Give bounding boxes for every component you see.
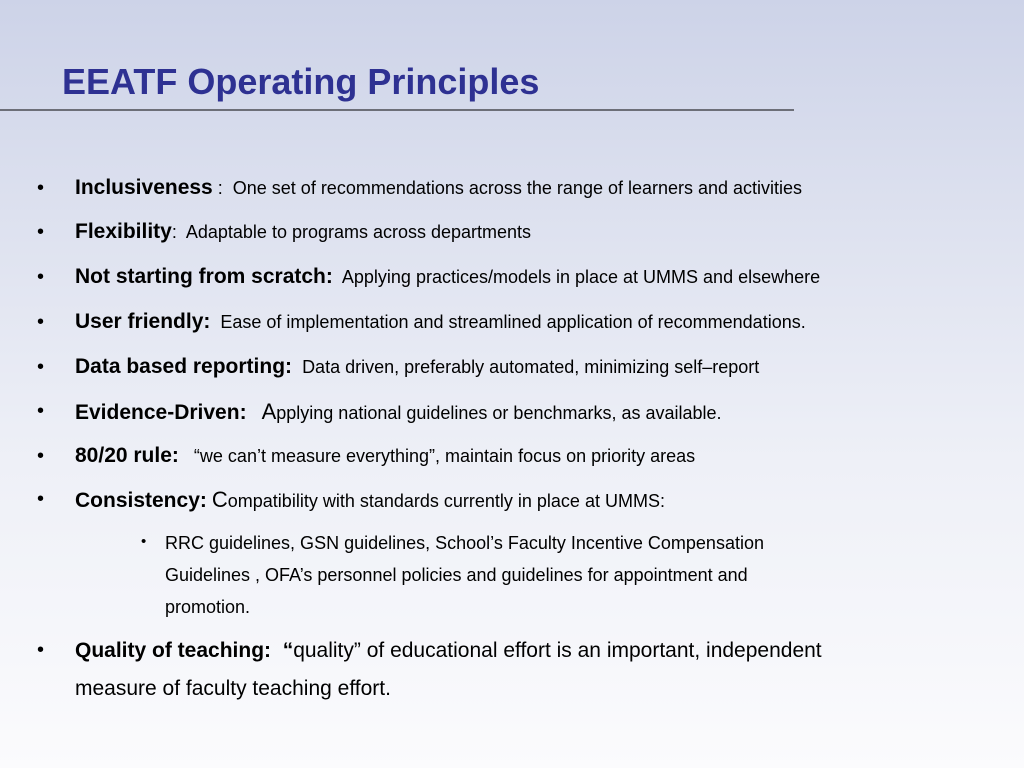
principle-description: Ease of implementation and streamlined application of recommendations.: [220, 312, 806, 332]
principle-description: One set of recommendations across the range of learners and activities: [232, 178, 803, 198]
principle-separator: [292, 357, 302, 377]
sub-bullet: •: [141, 533, 147, 550]
principle-term: Flexibility: [75, 220, 172, 243]
bullet: •: [37, 639, 45, 661]
bullet: •: [37, 488, 45, 510]
principle-separator: :: [171, 222, 186, 242]
principle-description-continued: measure of faculty teaching effort.: [75, 677, 391, 700]
bullet: •: [37, 400, 45, 422]
sub-item-line: promotion.: [165, 597, 251, 617]
principle-description: quality” of educational effort is an important, independent: [293, 639, 822, 662]
principle-term: Data based reporting:: [75, 355, 293, 378]
principle-separator: [210, 312, 220, 332]
principle-term: Inclusiveness: [75, 176, 213, 199]
opening-quote: “: [282, 639, 294, 662]
bullet: •: [37, 356, 45, 378]
principle-description: ompatibility with standards currently in place at UMMS:: [227, 491, 665, 511]
principle-term: Not starting from scratch:: [75, 265, 333, 288]
title-divider: [0, 109, 794, 111]
principle-initial-letter: A: [261, 399, 277, 424]
principle-description: “we can’t measure everything”, maintain focus on priority areas: [193, 446, 696, 466]
principle-term: Quality of teaching:: [75, 639, 272, 662]
bullet: •: [37, 311, 45, 333]
principle-term: Evidence-Driven:: [75, 401, 247, 424]
bullet: •: [37, 221, 45, 243]
principle-description: pplying national guidelines or benchmarks, as available.: [276, 403, 722, 423]
bullet: •: [37, 445, 45, 467]
principle-term: User friendly:: [75, 310, 211, 333]
principle-description: Adaptable to programs across departments: [185, 222, 532, 242]
principle-separator: [179, 446, 194, 466]
principle-description: Data driven, preferably automated, minimizing self–report: [302, 357, 760, 377]
principle-separator: [271, 639, 283, 662]
slide-title: EEATF Operating Principles: [62, 61, 540, 102]
principle-initial-letter: C: [211, 487, 228, 512]
bullet: •: [37, 266, 45, 288]
sub-item-line: Guidelines , OFA’s personnel policies and guidelines for appointment and: [165, 565, 748, 585]
principle-description: Applying practices/models in place at UMMS and elsewhere: [341, 267, 821, 287]
sub-item-line: RRC guidelines, GSN guidelines, School’s Faculty Incentive Compensation: [165, 533, 764, 553]
principle-separator: [247, 403, 262, 423]
principle-term: 80/20 rule:: [75, 444, 179, 467]
bullet: •: [37, 177, 45, 199]
principle-separator: [333, 267, 342, 287]
principle-separator: :: [212, 178, 233, 198]
principle-term: Consistency:: [75, 489, 207, 512]
